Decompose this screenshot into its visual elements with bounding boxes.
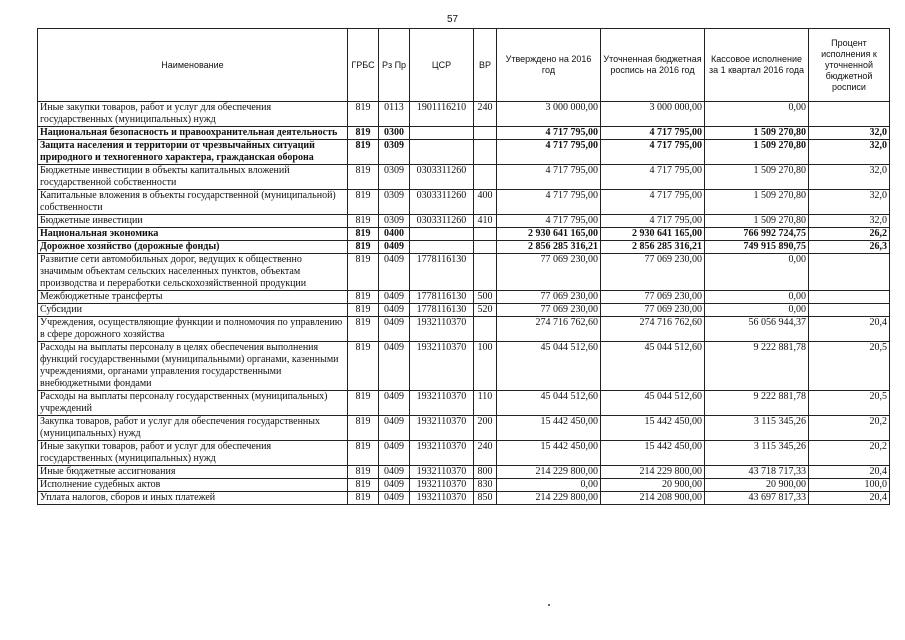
cell-vr: 520 <box>474 304 497 317</box>
cell-name: Уплата налогов, сборов и иных платежей <box>38 492 348 505</box>
cell-csr: 0303311260 <box>410 165 474 190</box>
cell-rzpr: 0409 <box>379 291 410 304</box>
cell-refined: 15 442 450,00 <box>601 416 705 441</box>
cell-approved: 4 717 795,00 <box>497 215 601 228</box>
cell-rzpr: 0400 <box>379 228 410 241</box>
cell-cash: 0,00 <box>705 254 809 291</box>
cell-name: Национальная безопасность и правоохранительная деятельность <box>38 127 348 140</box>
cell-rzpr: 0300 <box>379 127 410 140</box>
cell-cash: 1 509 270,80 <box>705 190 809 215</box>
cell-rzpr: 0309 <box>379 165 410 190</box>
cell-cash: 43 697 817,33 <box>705 492 809 505</box>
header-name: Наименование <box>38 29 348 102</box>
cell-approved: 15 442 450,00 <box>497 416 601 441</box>
cell-percent: 32,0 <box>809 215 890 228</box>
cell-csr: 1932110370 <box>410 479 474 492</box>
cell-approved: 214 229 800,00 <box>497 466 601 479</box>
cell-vr: 410 <box>474 215 497 228</box>
header-cash: Кассовое исполнение за 1 квартал 2016 года <box>705 29 809 102</box>
cell-grbs: 819 <box>348 190 379 215</box>
cell-percent: 20,4 <box>809 466 890 479</box>
cell-percent: 20,2 <box>809 441 890 466</box>
table-row <box>38 127 890 140</box>
cell-refined: 4 717 795,00 <box>601 190 705 215</box>
cell-grbs: 819 <box>348 317 379 342</box>
cell-name: Бюджетные инвестиции <box>38 215 348 228</box>
cell-vr <box>474 165 497 190</box>
cell-csr: 1901116210 <box>410 102 474 127</box>
cell-percent: 20,5 <box>809 391 890 416</box>
cell-name: Национальная экономика <box>38 228 348 241</box>
table-row <box>38 391 890 416</box>
cell-percent: 32,0 <box>809 190 890 215</box>
cell-approved: 77 069 230,00 <box>497 254 601 291</box>
cell-name: Учреждения, осуществляющие функции и полномочия по управлению в сфере дорожного хозяйства <box>38 317 348 342</box>
cell-grbs: 819 <box>348 416 379 441</box>
cell-rzpr: 0409 <box>379 416 410 441</box>
cell-vr: 240 <box>474 441 497 466</box>
cell-approved: 15 442 450,00 <box>497 441 601 466</box>
header-approved: Утверждено на 2016 год <box>497 29 601 102</box>
cell-percent <box>809 304 890 317</box>
cell-approved: 45 044 512,60 <box>497 391 601 416</box>
cell-name: Иные закупки товаров, работ и услуг для обеспечения государственных (муниципальных) нужд <box>38 102 348 127</box>
cell-csr: 1932110370 <box>410 416 474 441</box>
cell-grbs: 819 <box>348 215 379 228</box>
cell-refined: 77 069 230,00 <box>601 291 705 304</box>
cell-approved: 0,00 <box>497 479 601 492</box>
cell-name: Капитальные вложения в объекты государственной (муниципальной) собственности <box>38 190 348 215</box>
cell-vr: 240 <box>474 102 497 127</box>
cell-cash: 0,00 <box>705 102 809 127</box>
cell-csr <box>410 127 474 140</box>
cell-refined: 214 208 900,00 <box>601 492 705 505</box>
cell-grbs: 819 <box>348 102 379 127</box>
cell-approved: 45 044 512,60 <box>497 342 601 391</box>
cell-percent: 20,5 <box>809 342 890 391</box>
cell-cash: 0,00 <box>705 291 809 304</box>
table-row <box>38 466 890 479</box>
table-row <box>38 165 890 190</box>
cell-cash: 766 992 724,75 <box>705 228 809 241</box>
cell-percent <box>809 291 890 304</box>
cell-name: Исполнение судебных актов <box>38 479 348 492</box>
cell-refined: 4 717 795,00 <box>601 127 705 140</box>
cell-grbs: 819 <box>348 304 379 317</box>
cell-csr <box>410 140 474 165</box>
header-percent: Процент исполнения к уточненной бюджетной росписи <box>809 29 890 102</box>
cell-csr: 1932110370 <box>410 342 474 391</box>
cell-percent: 20,4 <box>809 317 890 342</box>
cell-vr <box>474 140 497 165</box>
cell-refined: 15 442 450,00 <box>601 441 705 466</box>
cell-name: Дорожное хозяйство (дорожные фонды) <box>38 241 348 254</box>
cell-vr: 110 <box>474 391 497 416</box>
cell-grbs: 819 <box>348 342 379 391</box>
table-row <box>38 416 890 441</box>
cell-rzpr: 0409 <box>379 441 410 466</box>
cell-approved: 4 717 795,00 <box>497 127 601 140</box>
cell-approved: 3 000 000,00 <box>497 102 601 127</box>
cell-cash: 9 222 881,78 <box>705 342 809 391</box>
cell-csr: 1932110370 <box>410 317 474 342</box>
cell-refined: 4 717 795,00 <box>601 165 705 190</box>
cell-cash: 1 509 270,80 <box>705 140 809 165</box>
cell-name: Иные бюджетные ассигнования <box>38 466 348 479</box>
table-body <box>38 102 890 505</box>
cell-vr: 830 <box>474 479 497 492</box>
cell-csr: 1778116130 <box>410 304 474 317</box>
cell-cash: 0,00 <box>705 304 809 317</box>
cell-rzpr: 0409 <box>379 241 410 254</box>
cell-cash: 43 718 717,33 <box>705 466 809 479</box>
table-row <box>38 304 890 317</box>
cell-cash: 1 509 270,80 <box>705 165 809 190</box>
table-row <box>38 215 890 228</box>
cell-vr <box>474 228 497 241</box>
cell-cash: 9 222 881,78 <box>705 391 809 416</box>
cell-grbs: 819 <box>348 254 379 291</box>
table-row <box>38 479 890 492</box>
cell-approved: 77 069 230,00 <box>497 304 601 317</box>
cell-approved: 77 069 230,00 <box>497 291 601 304</box>
cell-cash: 1 509 270,80 <box>705 215 809 228</box>
cell-name: Защита населения и территории от чрезвычайных ситуаций природного и техногенного характера, гражданская оборона <box>38 140 348 165</box>
cell-vr: 800 <box>474 466 497 479</box>
cell-name: Межбюджетные трансферты <box>38 291 348 304</box>
scan-speck <box>548 604 550 606</box>
cell-refined: 45 044 512,60 <box>601 342 705 391</box>
cell-name: Расходы на выплаты персоналу в целях обеспечения выполнения функций государственными (муниципальными) органами, казенными учреждениями, органами управления государственными внебюджетными фондами <box>38 342 348 391</box>
header-grbs: ГРБС <box>348 29 379 102</box>
header-refined: Уточненная бюджетная роспись на 2016 год <box>601 29 705 102</box>
cell-rzpr: 0409 <box>379 304 410 317</box>
cell-refined: 2 930 641 165,00 <box>601 228 705 241</box>
cell-percent <box>809 102 890 127</box>
cell-percent: 20,2 <box>809 416 890 441</box>
cell-grbs: 819 <box>348 241 379 254</box>
table-row <box>38 228 890 241</box>
budget-table <box>37 28 890 505</box>
table-row <box>38 190 890 215</box>
cell-vr <box>474 127 497 140</box>
cell-approved: 214 229 800,00 <box>497 492 601 505</box>
cell-csr <box>410 228 474 241</box>
cell-rzpr: 0409 <box>379 492 410 505</box>
cell-vr: 850 <box>474 492 497 505</box>
cell-grbs: 819 <box>348 228 379 241</box>
cell-percent: 32,0 <box>809 127 890 140</box>
cell-csr <box>410 241 474 254</box>
cell-refined: 2 856 285 316,21 <box>601 241 705 254</box>
cell-grbs: 819 <box>348 441 379 466</box>
cell-grbs: 819 <box>348 291 379 304</box>
cell-csr: 1778116130 <box>410 254 474 291</box>
page-number: 57 <box>446 14 459 25</box>
table-row <box>38 342 890 391</box>
cell-rzpr: 0309 <box>379 215 410 228</box>
cell-vr: 400 <box>474 190 497 215</box>
cell-cash: 749 915 890,75 <box>705 241 809 254</box>
cell-csr: 0303311260 <box>410 190 474 215</box>
cell-approved: 274 716 762,60 <box>497 317 601 342</box>
cell-grbs: 819 <box>348 492 379 505</box>
cell-rzpr: 0409 <box>379 317 410 342</box>
cell-refined: 20 900,00 <box>601 479 705 492</box>
cell-refined: 3 000 000,00 <box>601 102 705 127</box>
cell-approved: 4 717 795,00 <box>497 140 601 165</box>
header-vr: ВР <box>474 29 497 102</box>
cell-cash: 3 115 345,26 <box>705 416 809 441</box>
cell-refined: 274 716 762,60 <box>601 317 705 342</box>
cell-csr: 0303311260 <box>410 215 474 228</box>
cell-grbs: 819 <box>348 140 379 165</box>
cell-vr: 500 <box>474 291 497 304</box>
cell-rzpr: 0409 <box>379 466 410 479</box>
cell-grbs: 819 <box>348 165 379 190</box>
cell-percent: 20,4 <box>809 492 890 505</box>
cell-percent: 32,0 <box>809 140 890 165</box>
cell-rzpr: 0309 <box>379 190 410 215</box>
table-row <box>38 492 890 505</box>
header-rzpr: Рз Пр <box>379 29 410 102</box>
cell-approved: 4 717 795,00 <box>497 165 601 190</box>
cell-approved: 2 930 641 165,00 <box>497 228 601 241</box>
table-row <box>38 102 890 127</box>
cell-vr <box>474 317 497 342</box>
cell-cash: 20 900,00 <box>705 479 809 492</box>
table-row <box>38 291 890 304</box>
cell-name: Развитие сети автомобильных дорог, ведущих к общественно значимым объектам сельских населенных пунктов, объектам производства и переработки сельскохозяйственной продукции <box>38 254 348 291</box>
cell-csr: 1932110370 <box>410 466 474 479</box>
cell-cash: 1 509 270,80 <box>705 127 809 140</box>
cell-refined: 214 229 800,00 <box>601 466 705 479</box>
cell-refined: 77 069 230,00 <box>601 304 705 317</box>
cell-name: Иные закупки товаров, работ и услуг для обеспечения государственных (муниципальных) нужд <box>38 441 348 466</box>
cell-rzpr: 0409 <box>379 254 410 291</box>
cell-vr: 100 <box>474 342 497 391</box>
cell-vr <box>474 241 497 254</box>
cell-csr: 1932110370 <box>410 441 474 466</box>
cell-refined: 77 069 230,00 <box>601 254 705 291</box>
cell-percent: 32,0 <box>809 165 890 190</box>
cell-grbs: 819 <box>348 479 379 492</box>
cell-refined: 4 717 795,00 <box>601 140 705 165</box>
cell-name: Закупка товаров, работ и услуг для обеспечения государственных (муниципальных) нужд <box>38 416 348 441</box>
cell-csr: 1778116130 <box>410 291 474 304</box>
cell-rzpr: 0409 <box>379 391 410 416</box>
cell-csr: 1932110370 <box>410 492 474 505</box>
cell-percent: 26,2 <box>809 228 890 241</box>
table-row <box>38 241 890 254</box>
table-row <box>38 254 890 291</box>
cell-csr: 1932110370 <box>410 391 474 416</box>
cell-approved: 4 717 795,00 <box>497 190 601 215</box>
cell-rzpr: 0113 <box>379 102 410 127</box>
cell-rzpr: 0409 <box>379 342 410 391</box>
cell-refined: 45 044 512,60 <box>601 391 705 416</box>
cell-percent: 100,0 <box>809 479 890 492</box>
header-csr: ЦСР <box>410 29 474 102</box>
cell-grbs: 819 <box>348 127 379 140</box>
cell-cash: 3 115 345,26 <box>705 441 809 466</box>
cell-vr: 200 <box>474 416 497 441</box>
cell-refined: 4 717 795,00 <box>601 215 705 228</box>
cell-vr <box>474 254 497 291</box>
cell-percent: 26,3 <box>809 241 890 254</box>
cell-name: Субсидии <box>38 304 348 317</box>
cell-cash: 56 056 944,37 <box>705 317 809 342</box>
cell-name: Расходы на выплаты персоналу государственных (муниципальных) учреждений <box>38 391 348 416</box>
cell-approved: 2 856 285 316,21 <box>497 241 601 254</box>
cell-grbs: 819 <box>348 466 379 479</box>
table-header-row <box>38 29 890 102</box>
cell-rzpr: 0309 <box>379 140 410 165</box>
cell-grbs: 819 <box>348 391 379 416</box>
cell-rzpr: 0409 <box>379 479 410 492</box>
table-row <box>38 441 890 466</box>
table-row <box>38 317 890 342</box>
cell-name: Бюджетные инвестиции в объекты капитальных вложений государственной собственности <box>38 165 348 190</box>
table-row <box>38 140 890 165</box>
cell-percent <box>809 254 890 291</box>
